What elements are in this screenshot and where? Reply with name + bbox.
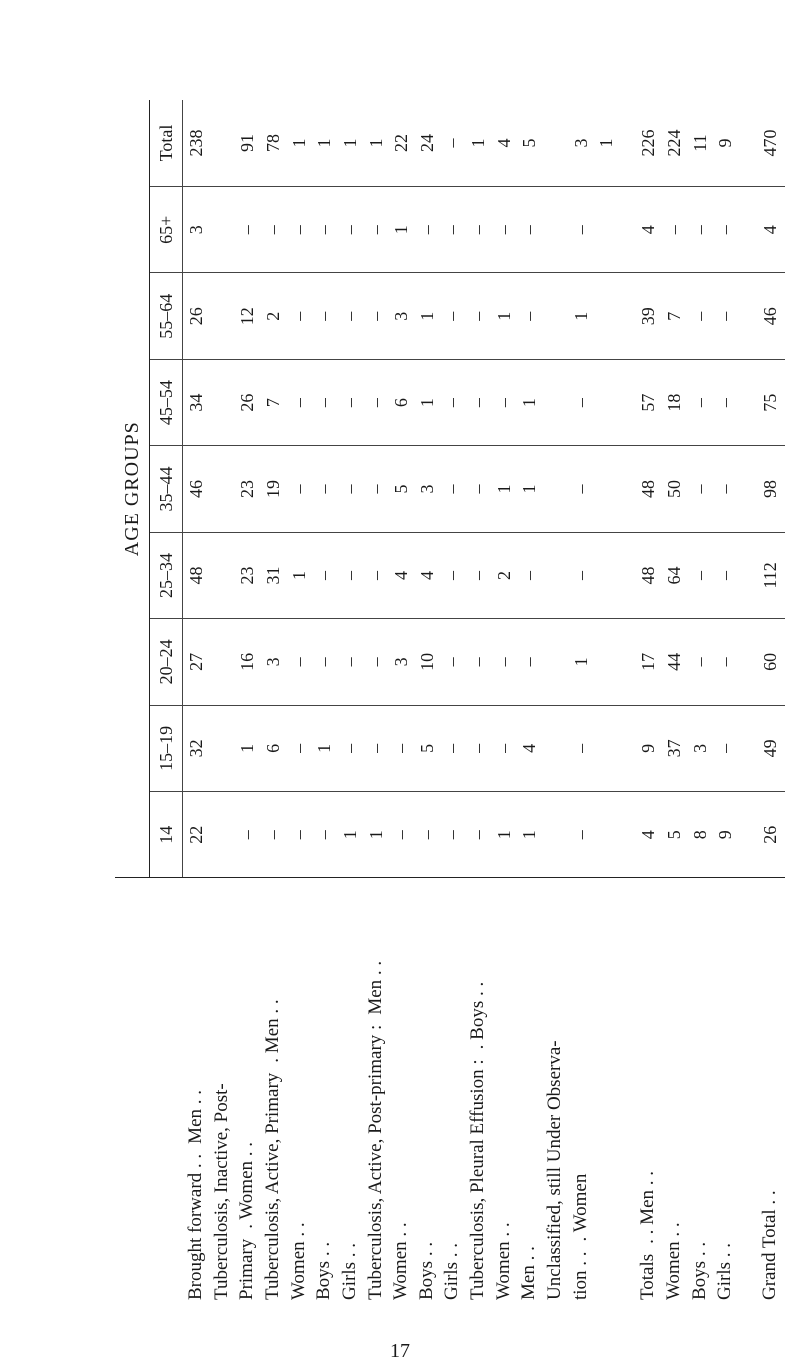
cell-value: 2 xyxy=(491,532,517,618)
cell-value: – xyxy=(262,830,283,840)
row-label xyxy=(311,878,337,1300)
table-row xyxy=(661,100,687,1300)
cell-value xyxy=(209,619,235,705)
row-label-sub: Boys . . xyxy=(688,1241,710,1300)
cell-value: 4 xyxy=(638,830,659,840)
row-label-main: Grand Total . . xyxy=(758,1190,780,1300)
cell-value: 19 xyxy=(260,446,286,532)
cell-value: – xyxy=(311,359,337,445)
cell-value: 16 xyxy=(234,619,260,705)
cell-value: 5 xyxy=(414,705,440,791)
cell-value: – xyxy=(363,446,389,532)
cell-value: – xyxy=(568,359,594,445)
cell-value: – xyxy=(491,187,517,273)
cell-value: 1 xyxy=(493,830,514,840)
spacer-row xyxy=(738,100,754,1300)
cell-value: – xyxy=(713,187,739,273)
row-label xyxy=(465,878,491,1300)
cell-value xyxy=(209,187,235,273)
cell-value: 9 xyxy=(713,100,739,187)
cell-value: – xyxy=(286,359,312,445)
row-label-sub: Men . . xyxy=(364,960,386,1015)
cell-value: 48 xyxy=(183,532,209,618)
cell-value: – xyxy=(713,446,739,532)
cell-value: 1 xyxy=(234,705,260,791)
cell-value: – xyxy=(465,187,491,273)
cell-value: – xyxy=(713,619,739,705)
column-header: 15–19 xyxy=(150,705,183,791)
cell-value xyxy=(209,705,235,791)
table-row xyxy=(260,100,286,1300)
cell-value: 9 xyxy=(715,830,736,840)
cell-value: 37 xyxy=(661,705,687,791)
row-label-main: Totals xyxy=(637,1253,659,1300)
row-label xyxy=(234,878,260,1300)
cell-value: 17 xyxy=(636,619,662,705)
column-header: 65+ xyxy=(150,187,183,273)
cell-value: – xyxy=(337,532,363,618)
cell-value: – xyxy=(687,532,713,618)
cell-value: 224 xyxy=(661,100,687,187)
cell-value: – xyxy=(337,359,363,445)
cell-value: 46 xyxy=(755,273,785,359)
label-column-header xyxy=(115,878,183,1300)
row-label xyxy=(594,878,620,1300)
cell-value xyxy=(594,446,620,532)
cell-value xyxy=(542,187,568,273)
cell-value xyxy=(542,532,568,618)
cell-value: 4 xyxy=(388,532,414,618)
cell-value: – xyxy=(234,187,260,273)
cell-value: 10 xyxy=(414,619,440,705)
cell-value: – xyxy=(337,187,363,273)
row-label xyxy=(713,878,739,1300)
column-header: 45–54 xyxy=(150,359,183,445)
cell-value xyxy=(594,619,620,705)
row-label xyxy=(388,878,414,1300)
cell-value: – xyxy=(517,273,543,359)
column-header: 20–24 xyxy=(150,619,183,705)
cell-value xyxy=(542,273,568,359)
cell-value xyxy=(209,446,235,532)
cell-value: – xyxy=(465,532,491,618)
cell-value: – xyxy=(491,705,517,791)
cell-value: 1 xyxy=(519,830,540,840)
cell-value: 26 xyxy=(759,825,780,844)
cell-value: 6 xyxy=(260,705,286,791)
table-row xyxy=(286,100,312,1300)
cell-value: 50 xyxy=(661,446,687,532)
cell-value: – xyxy=(363,187,389,273)
cell-value: – xyxy=(311,446,337,532)
cell-value: – xyxy=(440,446,466,532)
cell-value: – xyxy=(311,619,337,705)
row-label-sub: Boys . . xyxy=(415,1241,437,1300)
cell-value: – xyxy=(237,830,258,840)
cell-value: – xyxy=(440,532,466,618)
row-label xyxy=(363,878,389,1300)
cell-value: – xyxy=(465,446,491,532)
row-label-sub xyxy=(544,1030,565,1040)
cell-value xyxy=(542,619,568,705)
cell-value: – xyxy=(363,359,389,445)
table-row xyxy=(568,100,594,1300)
cell-value: – xyxy=(363,705,389,791)
row-label-sub: Girls . . xyxy=(441,1243,463,1300)
cell-value: 1 xyxy=(339,830,360,840)
cell-value: – xyxy=(440,273,466,359)
cell-value: – xyxy=(568,705,594,791)
row-label-sub: Men . . xyxy=(518,1246,540,1300)
cell-value: 48 xyxy=(636,532,662,618)
cell-value: 11 xyxy=(687,100,713,187)
cell-value xyxy=(542,359,568,445)
cell-value: 7 xyxy=(661,273,687,359)
row-label-sub: Boys . . xyxy=(313,1241,335,1300)
row-label-sub: Women . . xyxy=(492,1222,514,1300)
cell-value: – xyxy=(570,830,591,840)
cell-value: 26 xyxy=(234,359,260,445)
column-header: 25–34 xyxy=(150,532,183,618)
cell-value: – xyxy=(568,446,594,532)
row-label xyxy=(542,878,568,1300)
cell-value: – xyxy=(440,100,466,187)
cell-value: 27 xyxy=(183,619,209,705)
row-label-sub: Women . . xyxy=(663,1222,685,1300)
cell-value: – xyxy=(337,705,363,791)
cell-value: – xyxy=(260,187,286,273)
row-label xyxy=(755,878,785,1300)
cell-value: 23 xyxy=(234,532,260,618)
cell-value xyxy=(542,446,568,532)
row-label-sub: . Women xyxy=(569,1173,591,1242)
cell-value: – xyxy=(363,532,389,618)
cell-value: – xyxy=(713,359,739,445)
row-label xyxy=(517,878,543,1300)
cell-value: 39 xyxy=(636,273,662,359)
cell-value: – xyxy=(465,619,491,705)
cell-value: 226 xyxy=(636,100,662,187)
cell-value xyxy=(209,100,235,187)
cell-value: 1 xyxy=(491,273,517,359)
cell-value xyxy=(594,187,620,273)
cell-value: 1 xyxy=(311,705,337,791)
cell-value xyxy=(209,273,235,359)
cell-value: 34 xyxy=(183,359,209,445)
cell-value: 31 xyxy=(260,532,286,618)
cell-value xyxy=(594,273,620,359)
column-header: 55–64 xyxy=(150,273,183,359)
cell-value: 5 xyxy=(664,830,685,840)
table-row xyxy=(388,100,414,1300)
cell-value: 7 xyxy=(260,359,286,445)
cell-value: 3 xyxy=(388,619,414,705)
cell-value: 3 xyxy=(388,273,414,359)
column-header: Total xyxy=(150,100,183,187)
row-label-sub: . Women . . xyxy=(236,1142,258,1229)
table-row xyxy=(636,100,662,1300)
cell-value: 4 xyxy=(636,187,662,273)
row-label-sub: Men . . xyxy=(184,1090,206,1144)
row-label xyxy=(337,878,363,1300)
row-label-main: Tuberculosis, Active, Primary xyxy=(261,1072,283,1300)
cell-value: 4 xyxy=(414,532,440,618)
cell-value: 2 xyxy=(260,273,286,359)
cell-value: – xyxy=(661,187,687,273)
cell-value: – xyxy=(713,273,739,359)
cell-value xyxy=(209,532,235,618)
row-label-sub: Women . . xyxy=(287,1222,309,1300)
cell-value xyxy=(209,359,235,445)
cell-value: 1 xyxy=(517,446,543,532)
cell-value: 60 xyxy=(755,619,785,705)
table-row xyxy=(183,100,209,1300)
cell-value: – xyxy=(286,446,312,532)
cell-value: 22 xyxy=(388,100,414,187)
table-row xyxy=(465,100,491,1300)
row-label-main: Tuberculosis, Pleural Effusion : xyxy=(467,1059,489,1300)
row-label-sub: Girls . . xyxy=(338,1243,360,1300)
cell-value: – xyxy=(414,187,440,273)
row-label-main: Unclassified, still Under Observa- xyxy=(544,1040,566,1300)
cell-value: 3 xyxy=(687,705,713,791)
cell-value: 1 xyxy=(311,100,337,187)
cell-value: 6 xyxy=(388,359,414,445)
cell-value: – xyxy=(311,273,337,359)
cell-value: 470 xyxy=(755,100,785,187)
cell-value: – xyxy=(440,619,466,705)
cell-value: 112 xyxy=(755,532,785,618)
table-row xyxy=(363,100,389,1300)
cell-value: 5 xyxy=(388,446,414,532)
cell-value: – xyxy=(517,532,543,618)
table-row xyxy=(337,100,363,1300)
row-label-sub: Women . . xyxy=(390,1222,412,1300)
cell-value: – xyxy=(314,830,335,840)
cell-value: 1 xyxy=(594,100,620,187)
page-number: 17 xyxy=(390,1340,410,1362)
cell-value: 3 xyxy=(568,100,594,187)
table-row xyxy=(542,100,568,1300)
cell-value xyxy=(594,359,620,445)
row-label-sub: . Boys . . xyxy=(467,981,489,1050)
cell-value: 1 xyxy=(365,830,386,840)
column-header: 35–44 xyxy=(150,446,183,532)
cell-value: 9 xyxy=(636,705,662,791)
cell-value: – xyxy=(465,273,491,359)
cell-value: 1 xyxy=(286,532,312,618)
cell-value: – xyxy=(687,619,713,705)
cell-value: 1 xyxy=(286,100,312,187)
cell-value: – xyxy=(465,705,491,791)
row-label xyxy=(183,878,209,1300)
table-row xyxy=(491,100,517,1300)
table-row xyxy=(440,100,466,1300)
table-row xyxy=(209,100,235,1300)
cell-value: 23 xyxy=(234,446,260,532)
cell-value: 24 xyxy=(414,100,440,187)
cell-value: – xyxy=(311,532,337,618)
row-label xyxy=(260,878,286,1300)
cell-value: – xyxy=(568,532,594,618)
table-row xyxy=(414,100,440,1300)
cell-value: – xyxy=(491,619,517,705)
age-groups-header: AGE GROUPS xyxy=(115,100,150,878)
cell-value: – xyxy=(286,187,312,273)
cell-value: 98 xyxy=(755,446,785,532)
cell-value xyxy=(209,792,235,878)
cell-value: – xyxy=(440,187,466,273)
table-row xyxy=(713,100,739,1300)
cell-value: – xyxy=(517,187,543,273)
row-label-main: tion . . xyxy=(569,1251,591,1300)
cell-value: – xyxy=(440,359,466,445)
cell-value: – xyxy=(465,359,491,445)
row-label xyxy=(661,878,687,1300)
cell-value: 1 xyxy=(568,619,594,705)
cell-value: 75 xyxy=(755,359,785,445)
cell-value: 1 xyxy=(491,446,517,532)
row-label xyxy=(209,878,235,1300)
cell-value: – xyxy=(468,830,489,840)
cell-value: 57 xyxy=(636,359,662,445)
cell-value: 1 xyxy=(465,100,491,187)
cell-value: 4 xyxy=(517,705,543,791)
table-row xyxy=(755,100,785,1300)
row-label-sub xyxy=(211,1073,232,1083)
cell-value xyxy=(542,792,568,878)
cell-value: 91 xyxy=(234,100,260,187)
cell-value: – xyxy=(311,187,337,273)
cell-value: – xyxy=(687,446,713,532)
cell-value xyxy=(594,792,620,878)
cell-value xyxy=(594,705,620,791)
row-label-main: Tuberculosis, Active, Post-primary : xyxy=(364,1024,386,1300)
cell-value: 1 xyxy=(414,359,440,445)
table-row xyxy=(687,100,713,1300)
table-row xyxy=(594,100,620,1300)
cell-value: – xyxy=(286,273,312,359)
cell-value: – xyxy=(568,187,594,273)
row-label xyxy=(687,878,713,1300)
cell-value: 49 xyxy=(755,705,785,791)
cell-value: – xyxy=(491,359,517,445)
cell-value: – xyxy=(713,532,739,618)
cell-value: – xyxy=(687,273,713,359)
cell-value: – xyxy=(687,359,713,445)
cell-value: 64 xyxy=(661,532,687,618)
row-label xyxy=(440,878,466,1300)
cell-value: 44 xyxy=(661,619,687,705)
row-label xyxy=(414,878,440,1300)
cell-value: – xyxy=(517,619,543,705)
cell-value: 18 xyxy=(661,359,687,445)
row-label-sub: Girls . . xyxy=(714,1243,736,1300)
cell-value: 12 xyxy=(234,273,260,359)
cell-value: – xyxy=(713,705,739,791)
cell-value: – xyxy=(416,830,437,840)
cell-value: – xyxy=(363,273,389,359)
cell-value: 3 xyxy=(260,619,286,705)
cell-value: 32 xyxy=(183,705,209,791)
cell-value: – xyxy=(687,187,713,273)
row-label xyxy=(491,878,517,1300)
table-body xyxy=(183,100,786,1300)
cell-value: – xyxy=(337,273,363,359)
cell-value: 78 xyxy=(260,100,286,187)
row-label xyxy=(636,878,662,1300)
cell-value: 1 xyxy=(388,187,414,273)
cell-value: 1 xyxy=(568,273,594,359)
cell-value: 3 xyxy=(183,187,209,273)
cell-value: 4 xyxy=(491,100,517,187)
row-label-main: Tuberculosis, Inactive, Post- xyxy=(210,1083,232,1300)
row-label-main: Brought forward . . xyxy=(184,1153,206,1300)
cell-value xyxy=(594,532,620,618)
table-row xyxy=(517,100,543,1300)
cell-value: 26 xyxy=(183,273,209,359)
cell-value: 3 xyxy=(414,446,440,532)
row-label-sub: . Men . . xyxy=(261,999,283,1063)
cell-value: 48 xyxy=(636,446,662,532)
cell-value: – xyxy=(286,705,312,791)
cell-value: – xyxy=(440,705,466,791)
cell-value: 46 xyxy=(183,446,209,532)
table-row xyxy=(311,100,337,1300)
row-label xyxy=(286,878,312,1300)
cell-value: – xyxy=(388,705,414,791)
cell-value: 1 xyxy=(363,100,389,187)
cell-value: – xyxy=(337,619,363,705)
cell-value: 8 xyxy=(689,830,710,840)
table-row xyxy=(234,100,260,1300)
cell-value: – xyxy=(391,830,412,840)
column-header: 14 xyxy=(150,792,183,878)
cell-value: – xyxy=(288,830,309,840)
row-label-main: Primary xyxy=(236,1238,258,1300)
cell-value: 1 xyxy=(517,359,543,445)
rotated-table-page xyxy=(115,100,785,1300)
cell-value xyxy=(542,705,568,791)
cell-value: 1 xyxy=(414,273,440,359)
row-label xyxy=(568,878,594,1300)
cell-value: – xyxy=(337,446,363,532)
cell-value: 1 xyxy=(337,100,363,187)
cell-value: 22 xyxy=(185,825,206,844)
cell-value: – xyxy=(286,619,312,705)
spacer-row xyxy=(619,100,635,1300)
cell-value xyxy=(542,100,568,187)
row-label-sub: . . Men . . xyxy=(637,1171,659,1244)
cell-value: 4 xyxy=(755,187,785,273)
cell-value: – xyxy=(363,619,389,705)
cell-value: – xyxy=(442,830,463,840)
age-groups-table xyxy=(115,100,785,1300)
cell-value: 5 xyxy=(517,100,543,187)
cell-value: 238 xyxy=(183,100,209,187)
